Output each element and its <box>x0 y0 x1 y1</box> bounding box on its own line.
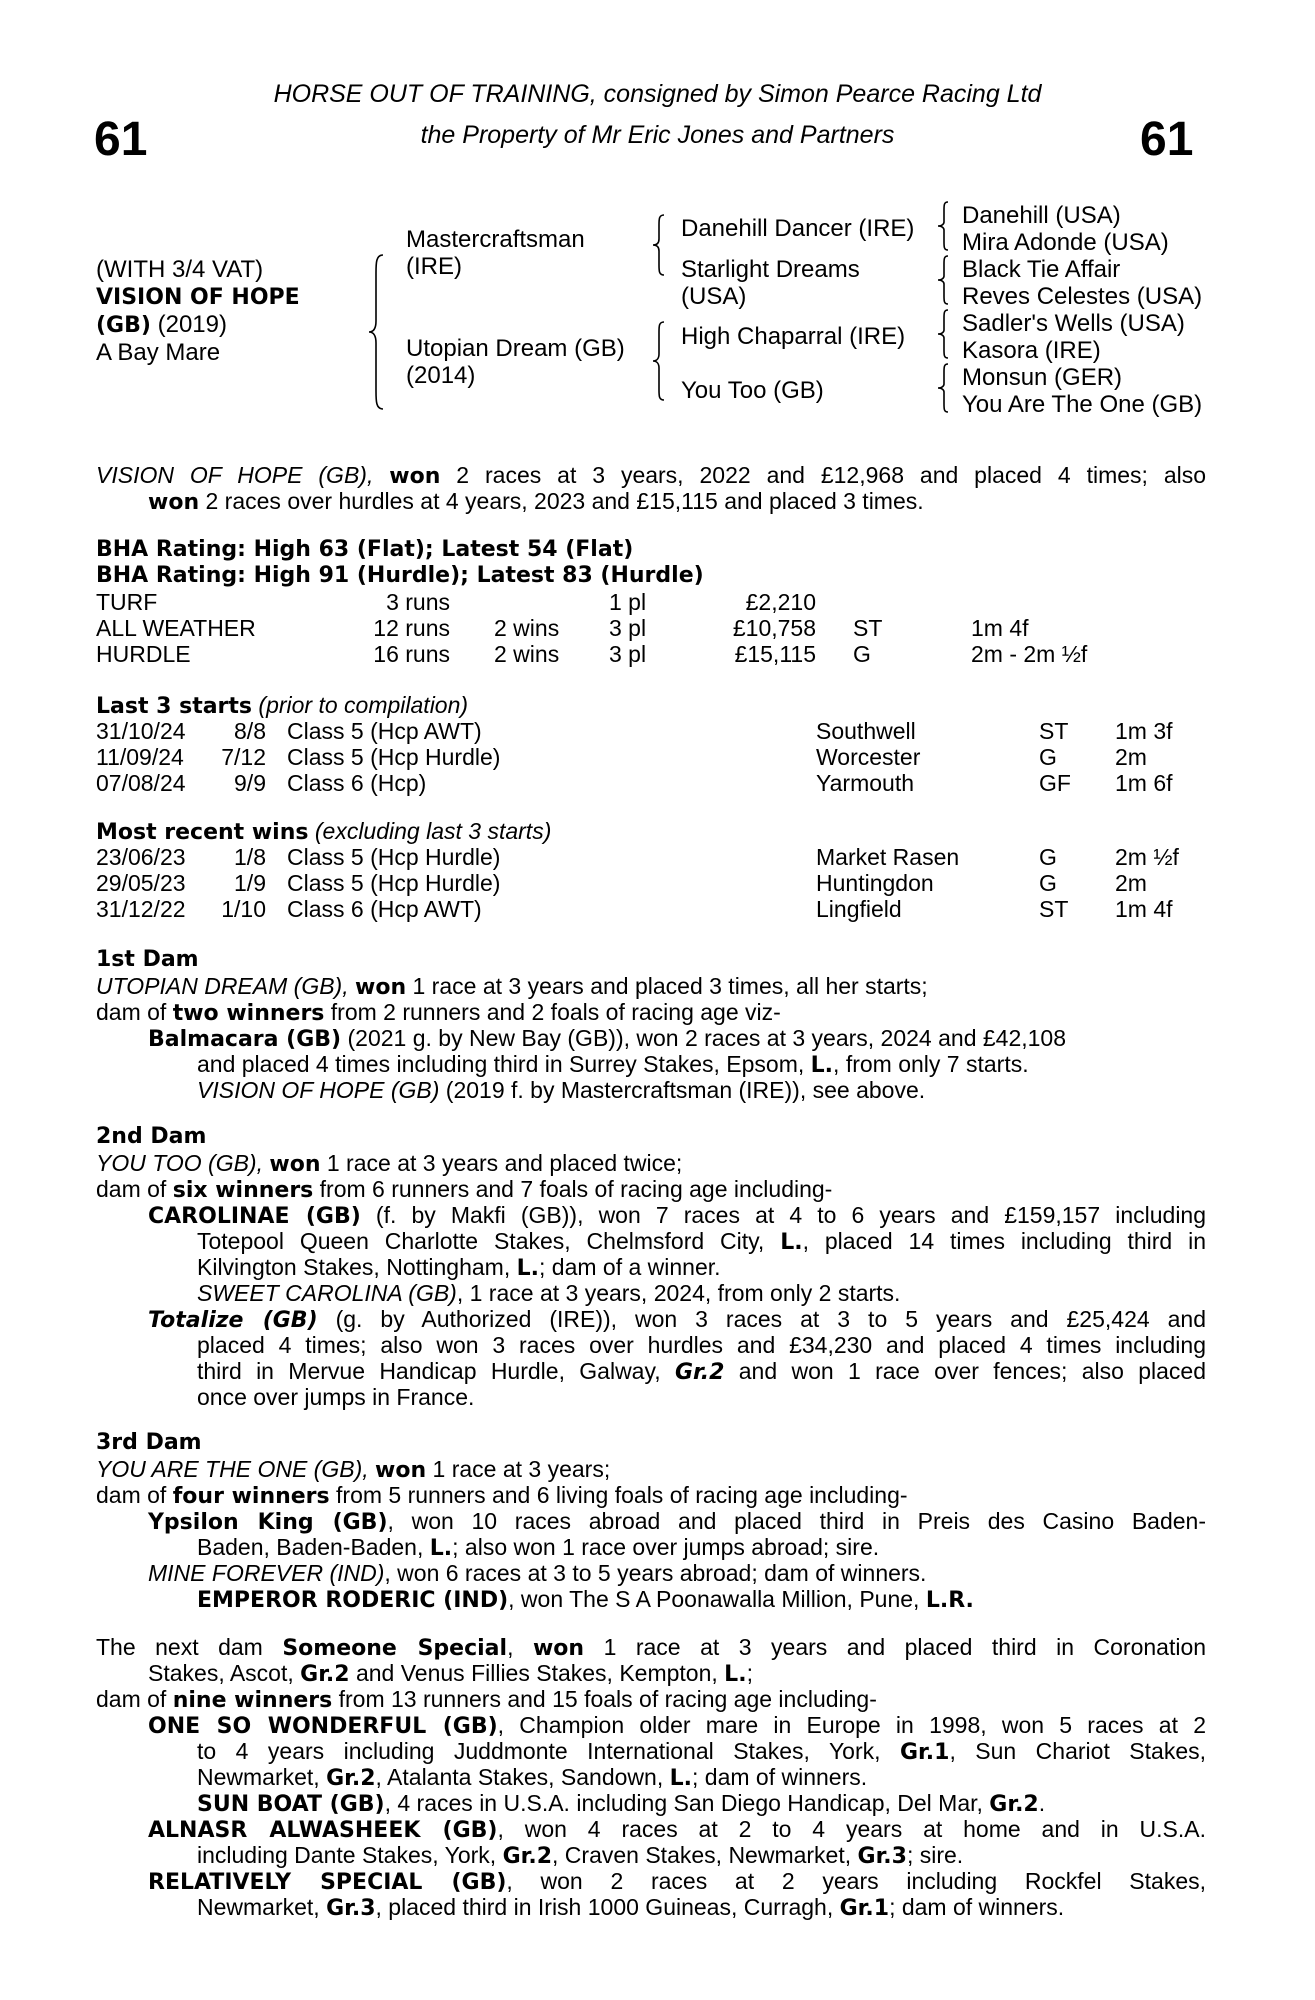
race-class: Class 5 (Hcp Hurdle) <box>287 870 501 896</box>
race-summary <box>96 462 1206 514</box>
record-row <box>96 641 1206 667</box>
horse-identity <box>96 256 300 366</box>
progeny-relatively-special: RELATIVELY SPECIAL (GB) <box>148 1870 507 1895</box>
pedigree-sire-sire: Danehill Dancer (IRE) <box>681 215 915 242</box>
text: 1 race at 3 years and placed twice; <box>326 1150 683 1176</box>
race-going: G <box>1039 844 1057 870</box>
record-wins: 2 wins <box>494 641 560 667</box>
last3-table <box>96 718 1206 796</box>
race-course: Huntingdon <box>816 870 934 896</box>
summary-flat: 2 races at 3 years, 2022 and £12,968 and placed 4 times; also <box>456 462 1207 488</box>
race-position: 7/12 <box>221 744 266 770</box>
text: Kilvington Stakes, Nottingham, <box>197 1254 511 1280</box>
text: , won 6 races at 3 to 5 years abroad; dam of winners. <box>384 1560 927 1586</box>
horse-description: A Bay Mare <box>96 339 221 366</box>
race-distance: 2m ½f <box>1115 844 1179 870</box>
text: dam of <box>96 1686 167 1712</box>
horse-country: (GB) <box>96 313 151 338</box>
race-grade: Gr.2 <box>989 1792 1039 1817</box>
sire-country: (IRE) <box>406 253 462 280</box>
next-dam-name: Someone Special <box>282 1636 508 1661</box>
text: placed 4 times; also won 3 races over hurdles and £34,230 and placed 4 times including <box>197 1332 1206 1358</box>
pedigree-gen3-8: You Are The One (GB) <box>962 391 1203 418</box>
race-going: G <box>1039 870 1057 896</box>
pedigree-gen3-1: Danehill (USA) <box>962 202 1121 229</box>
first-dam-name: UTOPIAN DREAM (GB), <box>96 973 349 999</box>
sire-dam-name: Starlight Dreams <box>681 256 860 283</box>
last3-row <box>96 744 1206 770</box>
progeny-alnasr-alwasheek: ALNASR ALWASHEEK (GB) <box>148 1818 498 1843</box>
race-grade: Gr.3 <box>857 1844 907 1869</box>
text: from 2 runners and 2 foals of racing age viz- <box>330 999 781 1025</box>
race-going: ST <box>1039 896 1069 922</box>
last3-row <box>96 770 1206 796</box>
pedigree-sire <box>406 226 585 280</box>
text: (2021 g. by New Bay (GB)), won 2 races at 3 years, 2024 and £42,108 <box>347 1025 1067 1051</box>
pedigree-gen3-3: Black Tie Affair <box>962 256 1121 283</box>
pedigree-brace-sd <box>936 254 952 306</box>
text: (2019 f. by Mastercraftsman (IRE)), see above. <box>445 1077 926 1103</box>
record-runs: 16 runs <box>373 641 450 667</box>
text: , won 2 races at 2 years including Rockfel Stakes, <box>506 1868 1206 1894</box>
text: 1 race at 3 years and placed third in Coronation <box>603 1634 1207 1660</box>
sire-name: Mastercraftsman <box>406 226 585 253</box>
pedigree-gen3-5: Sadler's Wells (USA) <box>962 310 1185 337</box>
text: and placed 4 times including third in Surrey Stakes, Epsom, <box>197 1051 805 1077</box>
pedigree-gen3-7: Monsun (GER) <box>962 364 1123 391</box>
race-position: 1/8 <box>234 844 266 870</box>
pedigree-brace-ds <box>936 308 952 360</box>
race-grade: L. <box>516 1256 539 1281</box>
text: Newmarket, <box>197 1894 320 1920</box>
text: , placed 14 times including third in <box>802 1228 1207 1254</box>
race-distance: 2m <box>1115 744 1147 770</box>
second-dam-name: YOU TOO (GB), <box>96 1150 263 1176</box>
last3-note: (prior to compilation) <box>258 692 469 718</box>
record-placed: 3 pl <box>609 641 647 667</box>
race-course: Lingfield <box>816 896 902 922</box>
text: , won 4 races at 2 to 4 years at home and in U.S.A. <box>497 1816 1206 1842</box>
text: , Sun Chariot Stakes, <box>949 1738 1206 1764</box>
race-grade: L. <box>724 1662 747 1687</box>
last3-title: Last 3 starts <box>96 694 253 719</box>
pedigree-gen3-6: Kasora (IRE) <box>962 337 1101 364</box>
summary-won-hurdles: won <box>148 490 200 515</box>
text: dam of <box>96 1176 167 1202</box>
record-surface: TURF <box>96 589 158 615</box>
record-row <box>96 615 1206 641</box>
rating-hurdle: BHA Rating: High 91 (Hurdle); Latest 83 (Hurdle) <box>96 563 704 588</box>
text: , 1 race at 3 years, 2024, from only 2 starts. <box>456 1280 901 1306</box>
career-record-table <box>96 589 1206 667</box>
race-class: Class 5 (Hcp Hurdle) <box>287 844 501 870</box>
record-runs: 3 runs <box>386 589 450 615</box>
text: and Venus Fillies Stakes, Kempton, <box>355 1660 718 1686</box>
next-dam-winners: nine winners <box>172 1688 333 1713</box>
race-grade: L. <box>429 1536 453 1561</box>
race-grade: Gr.2 <box>675 1360 725 1385</box>
race-class: Class 6 (Hcp AWT) <box>287 896 482 922</box>
record-surface: HURDLE <box>96 641 191 667</box>
summary-won: won <box>389 464 441 489</box>
progeny-vision-of-hope: VISION OF HOPE (GB) <box>197 1077 440 1103</box>
recent-wins-heading <box>96 818 1206 844</box>
pedigree-brace-dam <box>651 320 669 402</box>
race-class: Class 5 (Hcp Hurdle) <box>287 744 501 770</box>
record-placed: 3 pl <box>609 615 647 641</box>
text: Newmarket, <box>197 1764 320 1790</box>
race-course: Yarmouth <box>816 770 915 796</box>
race-date: 29/05/23 <box>96 870 186 896</box>
race-grade: Gr.1 <box>839 1896 890 1921</box>
third-dam-section <box>96 1430 1206 1612</box>
text: third in Mervue Handicap Hurdle, Galway, <box>197 1358 661 1384</box>
third-dam-name: YOU ARE THE ONE (GB), <box>96 1456 369 1482</box>
text: including Dante Stakes, York, <box>197 1842 497 1868</box>
race-course: Market Rasen <box>816 844 960 870</box>
text: from 6 runners and 7 foals of racing age including- <box>319 1176 833 1202</box>
race-position: 9/9 <box>234 770 266 796</box>
text: Baden, Baden-Baden, <box>197 1534 424 1560</box>
horse-name: VISION OF HOPE <box>96 285 300 310</box>
text: Totepool Queen Charlotte Stakes, Chelmsford City, <box>197 1228 765 1254</box>
recent-wins-title: Most recent wins <box>96 820 309 845</box>
text: from 13 runners and 15 foals of racing age including- <box>338 1686 877 1712</box>
race-date: 07/08/24 <box>96 770 186 796</box>
record-prize: £15,115 <box>734 641 816 667</box>
next-dam-section: The next dam Someone Special, won 1 race at 3 years and placed third in Coronation Stakes, Ascot, Gr.2 and Venus Fillies Stakes, Kempton, L.; dam of nine winners from 13 runners and 15 foals of racing age including- ONE SO WONDERFUL (GB), Champion older mare in Europe in 1998, won 5 races at 2 to 4 years including Juddmonte International Stakes, York, Gr.1, Sun Chariot Stakes, Newmarket, Gr.2, Atalanta Stakes, Sandown, L.; dam of winners. SUN BOAT (GB), 4 races in U.S.A. including San Diego Handicap, Del Mar, Gr.2. ALNASR ALWASHEEK (GB), won 4 races at 2 to 4 years at home and in U.S.A. including Dante Stakes, York, Gr.2, Craven Stakes, Newmarket, Gr.3; sire. RELATIVELY SPECIAL (GB), won 2 races at 2 years including Rockfel Stakes, Newmarket, Gr.3, placed third in Irish 1000 Guineas, Curragh, Gr.1; dam of winners. <box>96 1634 1207 1921</box>
third-dam-won: won <box>375 1458 427 1483</box>
sire-dam-country: (USA) <box>681 283 747 310</box>
race-date: 23/06/23 <box>96 844 186 870</box>
pedigree-brace-sire <box>651 213 669 277</box>
recent-wins-table <box>96 844 1206 922</box>
dam-year: (2014) <box>406 362 476 389</box>
race-distance: 1m 6f <box>1115 770 1173 796</box>
dam-name: Utopian Dream (GB) <box>406 335 625 362</box>
summary-horse-name: VISION OF HOPE (GB), <box>96 462 374 488</box>
consignor-line: HORSE OUT OF TRAINING, consigned by Simon Pearce Racing Ltd <box>273 80 1042 108</box>
pedigree-dam-dam: You Too (GB) <box>681 377 824 404</box>
record-placed: 1 pl <box>609 589 647 615</box>
property-line: the Property of Mr Eric Jones and Partners <box>420 121 895 149</box>
race-grade: Gr.3 <box>326 1896 376 1921</box>
progeny-sun-boat: SUN BOAT (GB) <box>197 1792 385 1817</box>
race-distance: 1m 3f <box>1115 718 1173 744</box>
race-class: Class 5 (Hcp AWT) <box>287 718 482 744</box>
race-distance: 1m 4f <box>1115 896 1173 922</box>
lot-number-right: 61 <box>1140 113 1194 166</box>
progeny-balmacara: Balmacara (GB) <box>148 1027 342 1052</box>
record-surface: ALL WEATHER <box>96 615 256 641</box>
pedigree-brace-main <box>367 253 389 411</box>
text: , 4 races in U.S.A. including San Diego Handicap, Del Mar, <box>384 1790 983 1816</box>
rating-flat: BHA Rating: High 63 (Flat); Latest 54 (Flat) <box>96 537 634 562</box>
race-date: 31/12/22 <box>96 896 186 922</box>
next-dam-won: won <box>532 1636 585 1661</box>
text: from 5 runners and 6 living foals of racing age including- <box>336 1482 908 1508</box>
progeny-emperor-roderic: EMPEROR RODERIC (IND) <box>197 1588 509 1613</box>
pedigree-dam <box>406 335 625 389</box>
race-position: 1/10 <box>221 896 266 922</box>
second-dam-won: won <box>269 1152 321 1177</box>
race-going: G <box>1039 744 1057 770</box>
first-dam-record: 1 race at 3 years and placed 3 times, all her starts; <box>412 973 928 999</box>
third-dam-heading: 3rd Dam <box>96 1430 202 1455</box>
race-course: Worcester <box>816 744 921 770</box>
text: 1 race at 3 years; <box>432 1456 611 1482</box>
race-position: 8/8 <box>234 718 266 744</box>
record-distance: 1m 4f <box>971 615 1029 641</box>
first-dam-section <box>96 947 1206 1103</box>
text: , Atalanta Stakes, Sandown, <box>375 1764 664 1790</box>
recent-wins-note: (excluding last 3 starts) <box>314 818 552 844</box>
second-dam-winners: six winners <box>172 1178 314 1203</box>
pedigree-dam-sire: High Chaparral (IRE) <box>681 323 906 350</box>
progeny-ypsilon-king: Ypsilon King (GB) <box>148 1510 388 1535</box>
text: , won 10 races abroad and placed third in Preis des Casino Baden- <box>387 1508 1206 1534</box>
text: dam of <box>96 999 167 1025</box>
vat-note: (WITH 3/4 VAT) <box>96 256 264 283</box>
third-dam-winners: four winners <box>172 1484 330 1509</box>
recent-win-row <box>96 844 1206 870</box>
text: ; sire. <box>906 1842 964 1868</box>
progeny-one-so-wonderful: ONE SO WONDERFUL (GB) <box>148 1714 498 1739</box>
text: and won 1 race over fences; also placed <box>738 1358 1207 1384</box>
pedigree-sire-dam <box>681 256 860 310</box>
pedigree-brace-ss <box>936 200 952 252</box>
record-going: ST <box>853 615 883 641</box>
lot-number-left: 61 <box>94 113 148 166</box>
progeny-carolinae: CAROLINAE (GB) <box>148 1204 361 1229</box>
race-grade: Gr.2 <box>326 1766 376 1791</box>
race-position: 1/9 <box>234 870 266 896</box>
race-grade: Gr.2 <box>300 1662 350 1687</box>
race-going: ST <box>1039 718 1069 744</box>
text: , placed third in Irish 1000 Guineas, Curragh, <box>375 1894 834 1920</box>
text: , from only 7 starts. <box>833 1051 1029 1077</box>
record-distance: 2m - 2m ½f <box>971 641 1088 667</box>
ratings <box>96 537 1206 589</box>
race-grade: L. <box>669 1766 693 1791</box>
race-date: 11/09/24 <box>96 744 184 770</box>
record-prize: £2,210 <box>745 589 816 615</box>
race-course: Southwell <box>816 718 916 744</box>
race-grade: L. <box>780 1230 803 1255</box>
first-dam-winners: two winners <box>172 1001 325 1026</box>
recent-win-row <box>96 896 1206 922</box>
first-dam-heading: 1st Dam <box>96 947 199 972</box>
last3-heading <box>96 692 1206 718</box>
race-grade: L. <box>810 1053 834 1078</box>
text: to 4 years including Juddmonte International Stakes, York, <box>197 1738 881 1764</box>
race-grade: Gr.1 <box>900 1740 950 1765</box>
text: , Craven Stakes, Newmarket, <box>552 1842 852 1868</box>
text: Stakes, Ascot, <box>148 1660 294 1686</box>
text: ; also won 1 race over jumps abroad; sire. <box>452 1534 880 1560</box>
text: ; dam of winners. <box>889 1894 1065 1920</box>
summary-hurdles: 2 races over hurdles at 4 years, 2023 and £15,115 and placed 3 times. <box>205 488 924 514</box>
text: ; dam of winners. <box>692 1764 868 1790</box>
horse-year: (2019) <box>157 311 227 338</box>
recent-win-row <box>96 870 1206 896</box>
text: ; dam of a winner. <box>539 1254 721 1280</box>
last3-row <box>96 718 1206 744</box>
text: once over jumps in France. <box>197 1384 475 1410</box>
progeny-sweet-carolina: SWEET CAROLINA (GB) <box>197 1280 457 1306</box>
record-row <box>96 589 1206 615</box>
record-runs: 12 runs <box>373 615 450 641</box>
first-dam-won: won <box>355 975 407 1000</box>
text: (f. by Makfi (GB)), won 7 races at 4 to 6 years and £159,157 including <box>375 1202 1207 1228</box>
progeny-totalize: Totalize (GB) <box>148 1308 318 1333</box>
race-going: GF <box>1039 770 1071 796</box>
text: The next dam <box>96 1634 263 1660</box>
pedigree-brace-dd <box>936 362 952 414</box>
text: , won The S A Poonawalla Million, Pune, <box>508 1586 920 1612</box>
second-dam-section <box>96 1124 1206 1410</box>
record-prize: £10,758 <box>732 615 816 641</box>
record-wins: 2 wins <box>494 615 560 641</box>
pedigree-gen3-4: Reves Celestes (USA) <box>962 283 1203 310</box>
text: , Champion older mare in Europe in 1998, won 5 races at 2 <box>497 1712 1206 1738</box>
record-going: G <box>853 641 871 667</box>
race-grade: L.R. <box>925 1588 974 1613</box>
second-dam-heading: 2nd Dam <box>96 1124 207 1149</box>
pedigree-gen3-2: Mira Adonde (USA) <box>962 229 1169 256</box>
race-date: 31/10/24 <box>96 718 186 744</box>
race-class: Class 6 (Hcp) <box>287 770 427 796</box>
race-grade: Gr.2 <box>502 1844 553 1869</box>
race-distance: 2m <box>1115 870 1147 896</box>
text: (g. by Authorized (IRE)), won 3 races at 3 to 5 years and £25,424 and <box>335 1306 1206 1332</box>
progeny-mine-forever: MINE FOREVER (IND) <box>148 1560 385 1586</box>
text: dam of <box>96 1482 167 1508</box>
